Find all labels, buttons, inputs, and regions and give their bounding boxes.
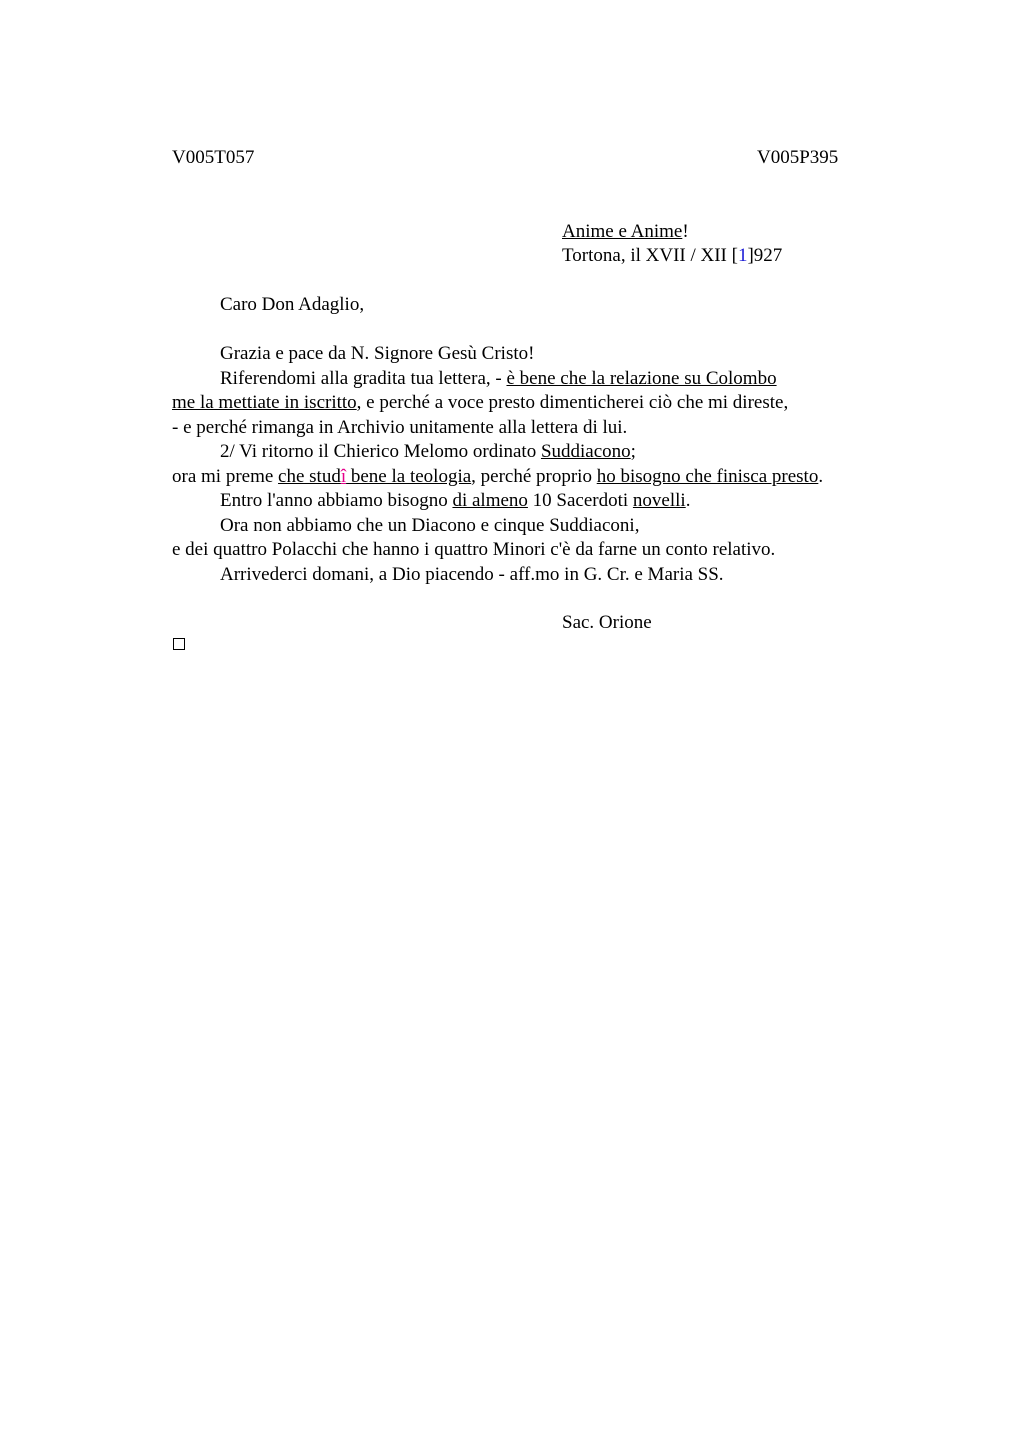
salutation: Caro Don Adaglio, [220, 294, 365, 315]
body-line: 2/ Vi ritorno il Chierico Melomo ordinato Suddiacono; [220, 441, 636, 462]
letter-date [562, 244, 782, 268]
motto-punct: ! [682, 221, 689, 242]
date-suffix: ]927 [747, 245, 783, 266]
body-line: - e perché rimanga in Archivio unitamente alla lettera di lui. [172, 416, 628, 438]
body-line: Riferendomi alla gradita tua lettera, - è bene che la relazione su Colombo [220, 367, 777, 389]
signature: Sac. Orione [562, 612, 652, 633]
document-code-right: V005P395 [757, 147, 839, 168]
date-bracket-digit: 1 [737, 245, 748, 266]
date-prefix: Tortona, il XVII / XII [ [562, 245, 738, 266]
letter-body [172, 342, 892, 587]
body-line: Arrivederci domani, a Dio piacendo - aff.mo in G. Cr. e Maria SS. [220, 563, 724, 585]
body-line: Entro l'anno abbiamo bisogno di almeno 10 Sacerdoti novelli. [220, 490, 691, 511]
body-line: Grazia e pace da N. Signore Gesù Cristo! [220, 343, 535, 364]
document-code-left: V005T057 [172, 147, 255, 168]
body-line: ora mi preme che studî bene la teologia, perché proprio ho bisogno che finisca presto. [172, 465, 824, 487]
motto-text: Anime e Anime [562, 221, 683, 242]
square-outline-icon [173, 638, 185, 650]
body-line: Ora non abbiamo che un Diacono e cinque Suddiaconi, [220, 514, 640, 536]
body-line: me la mettiate in iscritto, e perché a voce presto dimenticherei ciò che mi direste, [172, 392, 789, 413]
body-line: e dei quattro Polacchi che hanno i quattro Minori c'è da farne un conto relativo. [172, 539, 776, 560]
motto [562, 220, 689, 244]
